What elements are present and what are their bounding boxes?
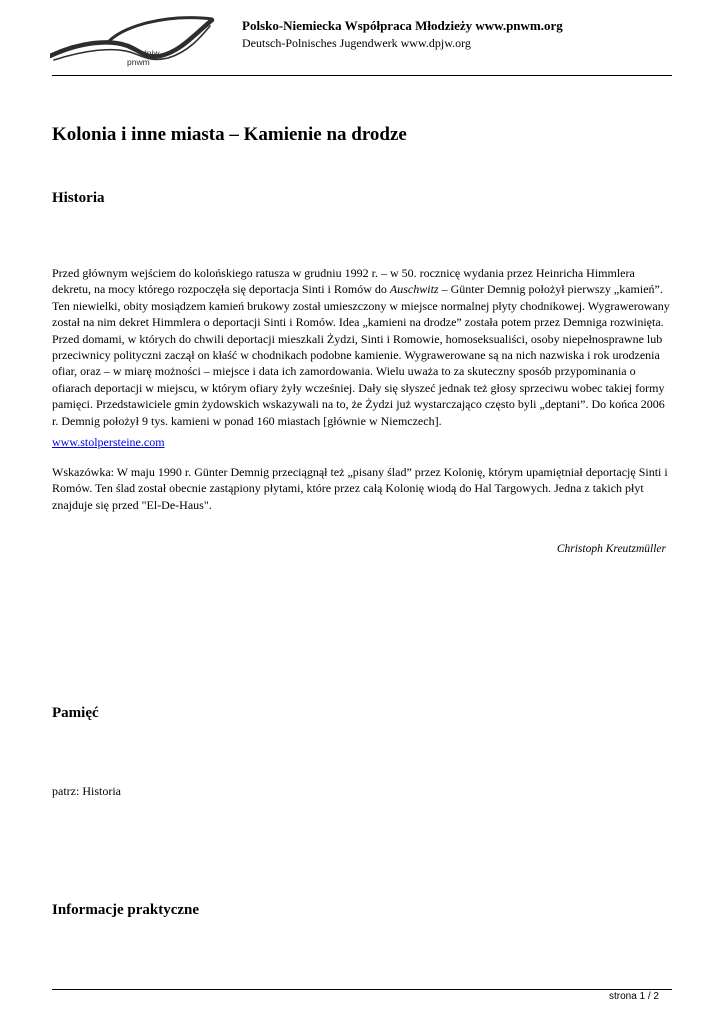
historia-line-9: pamięci. Przedstawiciele gmin żydowskich wskazywali na to, że Żydzi już wystarczająco często byli „deptani”. Do końca 2006: [52, 397, 665, 412]
section-heading-historia: Historia: [52, 190, 105, 206]
historia-line-2-italic: Auschwitz: [389, 282, 439, 297]
historia-line-1: Przed głównym wejściem do kolońskiego ratusza w grudniu 1992 r. – w 50. rocznicę wydania przez Heinricha Himmlera: [52, 266, 635, 280]
logo-text-pnwm: pnwm: [127, 57, 150, 67]
page-title: Kolonia i inne miasta – Kamienie na drodze: [52, 124, 407, 145]
historia-line-2a: dekretu, na mocy którego rozpoczęła się deportacja Sinti i Romów do: [52, 282, 390, 297]
header-line-dpjw: Deutsch-Polnisches Jugendwerk www.dpjw.org: [242, 36, 471, 50]
section-heading-pamiec: Pamięć: [52, 705, 99, 721]
hint-line-3: znajduje się przed "El-De-Haus".: [52, 497, 212, 512]
historia-paragraph: [52, 265, 677, 429]
pamiec-see-reference: patrz: Historia: [52, 784, 121, 798]
historia-line-2b: – Günter Demnig położył pierwszy „kamień”.: [438, 282, 663, 297]
section-heading-informacje: Informacje praktyczne: [52, 902, 200, 918]
hint-line-2: Romów. Ten ślad został obecnie zastąpiony płytami, które przez całą Kolonię wiodą do Hal Targowych. Jedna z takich płyt: [52, 481, 644, 496]
footer-divider: [52, 989, 672, 990]
historia-line-10: r. Demnig położył 9 tys. kamieni w ponad 160 miastach [głównie w Niemczech].: [52, 413, 442, 428]
stolpersteine-link-line: [52, 434, 165, 450]
logo-graphic: [50, 14, 215, 70]
historia-line-6: przeciwnicy polityczni zaczął on kłaść w chodnikach podobne kamienie. Wygrawerowane są na nich nazwiska i rok urodzenia: [52, 348, 660, 363]
dpjw-pnwm-logo: [50, 14, 215, 70]
header-line-pnwm: Polsko-Niemiecka Współpraca Młodzieży www.pnwm.org: [242, 18, 563, 33]
author-signature: Christoph Kreutzmüller: [556, 543, 666, 555]
hint-paragraph: [52, 464, 677, 513]
historia-line-3: Ten niewielki, obity mosiądzem kamień brukowy został umieszczony w miejsce normalnej płyty chodnikowej. Wygrawerowany: [52, 298, 670, 313]
logo-text-dpjw: dpjw: [142, 48, 160, 58]
header-text: [242, 17, 563, 52]
stolpersteine-link[interactable]: www.stolpersteine.com: [52, 435, 165, 449]
hint-line-1: Wskazówka: W maju 1990 r. Günter Demnig przeciągnął też „pisany ślad” przez Kolonię, którym upamiętniał deportację Sinti i: [52, 465, 668, 479]
header-divider: [52, 75, 672, 76]
historia-line-7: ofiar, oraz – w miarę możności – miejsce i data ich zamordowania. Wielu uważa to za skuteczny sposób przypominania o: [52, 364, 636, 379]
historia-line-8: ofiarach deportacji w miejscu, w którym ofiary żyły wcześniej. Dały się słyszeć jednak też głosy sprzeciwu wobec takiej formy: [52, 380, 665, 395]
historia-line-4: został na nim dekret Himmlera o deportacji Sinti i Romów. Idea „kamieni na drodze” została potem przez Demniga rozwinięta.: [52, 315, 664, 330]
historia-line-5: Przed domami, w których do chwili deportacji mieszkali Żydzi, Sinti i Romowie, homoseksualiści, osoby niepełnosprawne lub: [52, 331, 663, 346]
page-number: strona 1 / 2: [608, 991, 659, 1002]
